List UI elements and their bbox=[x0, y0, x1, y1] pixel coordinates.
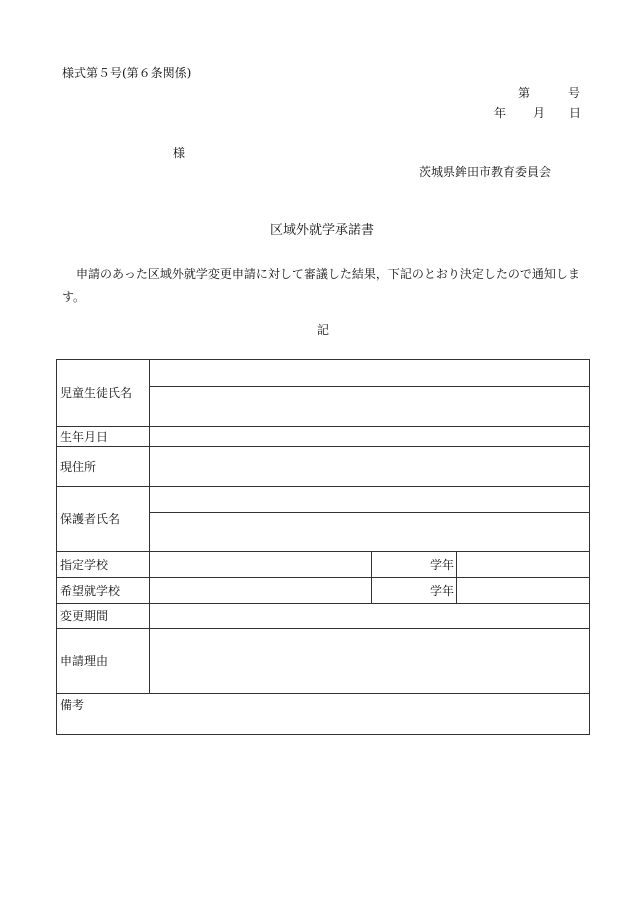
issuer-name: 茨城県鉾田市教育委員会 bbox=[419, 165, 552, 179]
date-day: 日 bbox=[569, 106, 582, 120]
guardian-name-field[interactable] bbox=[150, 513, 590, 552]
change-period-row bbox=[57, 604, 590, 629]
document-title: 区域外就学承諾書 bbox=[270, 223, 375, 238]
student-name-furigana-field[interactable] bbox=[150, 360, 590, 387]
desired-school-grade-label: 学年 bbox=[372, 578, 457, 604]
reason-field[interactable] bbox=[150, 629, 590, 694]
designated-school-grade-label: 学年 bbox=[372, 552, 457, 578]
change-period-field[interactable] bbox=[150, 604, 590, 629]
birth-date-row bbox=[57, 427, 590, 447]
designated-school-row bbox=[57, 552, 590, 578]
guardian-name-row bbox=[57, 487, 590, 513]
desired-school-field[interactable] bbox=[150, 578, 372, 604]
remarks-row bbox=[57, 694, 590, 735]
current-address-label: 現住所 bbox=[57, 447, 150, 487]
date-month: 月 bbox=[533, 106, 546, 120]
form-number: 様式第５号(第６条関係) bbox=[62, 66, 192, 80]
date-year: 年 bbox=[494, 106, 507, 120]
designated-school-grade-field[interactable] bbox=[457, 552, 590, 578]
reason-row bbox=[57, 629, 590, 694]
body-paragraph: 申請のあった区域外就学変更申請に対して審議した結果，下記のとおり決定したので通知します。 bbox=[62, 267, 580, 304]
birth-date-label: 生年月日 bbox=[57, 427, 150, 447]
application-table bbox=[56, 359, 590, 735]
document-number-prefix: 第 bbox=[518, 86, 531, 100]
designated-school-label: 指定学校 bbox=[57, 552, 150, 578]
document-number-suffix: 号 bbox=[568, 86, 581, 100]
designated-school-field[interactable] bbox=[150, 552, 372, 578]
student-name-field[interactable] bbox=[150, 387, 590, 427]
student-name-label: 児童生徒氏名 bbox=[57, 360, 150, 427]
recipient-honorific: 様 bbox=[173, 146, 186, 160]
desired-school-grade-field[interactable] bbox=[457, 578, 590, 604]
current-address-row bbox=[57, 447, 590, 487]
reason-label: 申請理由 bbox=[57, 629, 150, 694]
birth-date-field[interactable] bbox=[150, 427, 590, 447]
remarks-field[interactable] bbox=[57, 694, 590, 735]
remarks-label: 備考 bbox=[60, 698, 85, 712]
current-address-field[interactable] bbox=[150, 447, 590, 487]
guardian-name-furigana-field[interactable] bbox=[150, 487, 590, 513]
desired-school-row bbox=[57, 578, 590, 604]
desired-school-label: 希望就学校 bbox=[57, 578, 150, 604]
student-name-row bbox=[57, 360, 590, 387]
change-period-label: 変更期間 bbox=[57, 604, 150, 629]
ki-heading: 記 bbox=[317, 323, 330, 337]
guardian-name-label: 保護者氏名 bbox=[57, 487, 150, 552]
